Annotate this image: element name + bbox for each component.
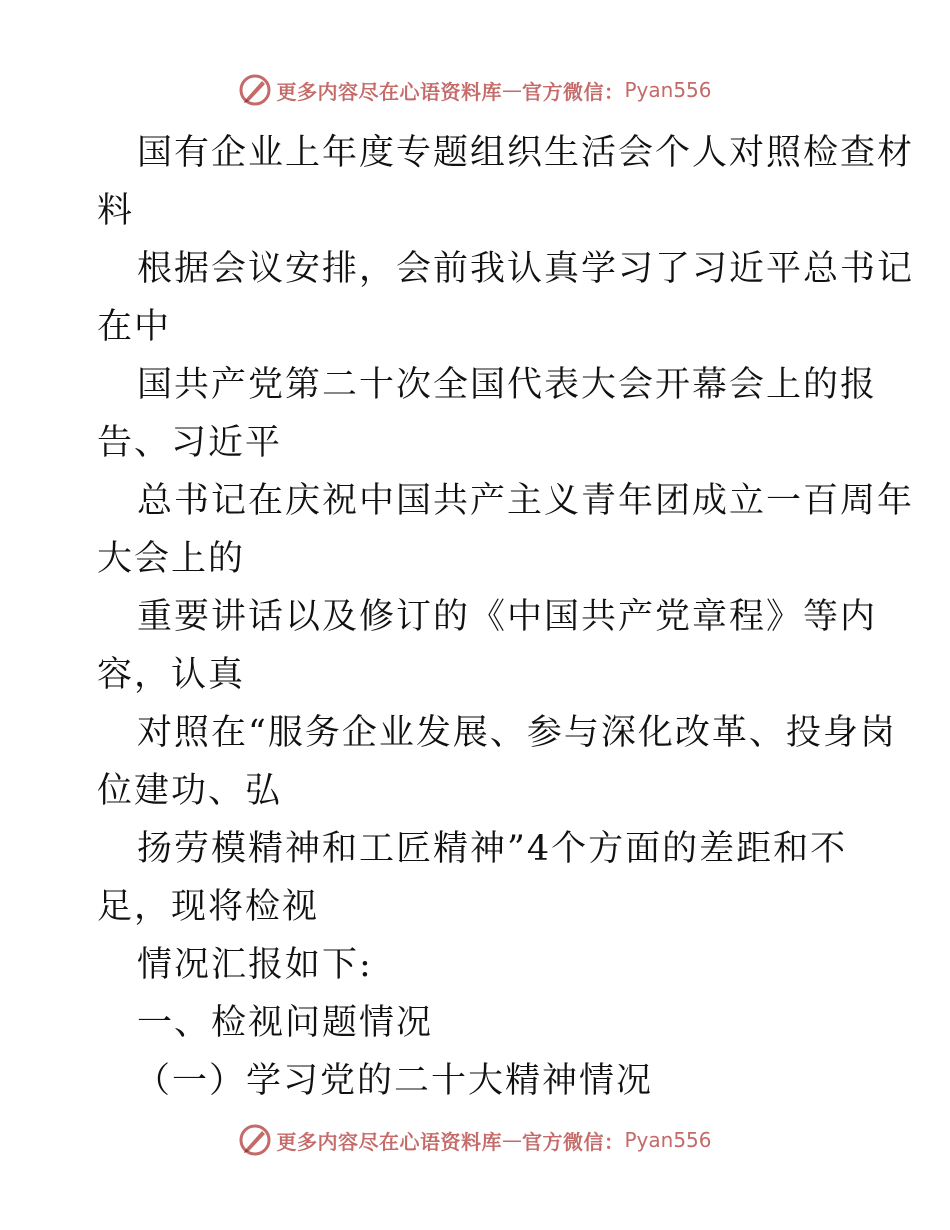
watermark-brand: 更多内容尽在心语资料库 [276,1129,502,1154]
watermark-wechat-label: 官方微信： [521,1129,625,1154]
watermark-wechat-id: Pyan556 [624,1128,712,1152]
doc-title-line-1: 国有企业上年度专题组织生活会个人对照检查材 [137,133,915,173]
paragraph-line: 在中 [97,307,172,347]
document-body [97,124,915,1110]
watermark-brand: 更多内容尽在心语资料库 [276,79,502,104]
header-watermark [0,70,950,110]
watermark-separator: — [501,1128,522,1152]
paragraph-line: 大会上的 [97,539,246,579]
paragraph-line: 告、习近平 [97,423,283,463]
paragraph-line: 对照在“服务企业发展、参与深化改革、投身岗 [137,713,897,753]
paragraph-line: 根据会议安排，会前我认真学习了习近平总书记 [137,249,915,289]
section-heading: 一、检视问题情况 [137,1003,434,1043]
watermark-wechat-label: 官方微信： [521,79,625,104]
pen-circle-logo-icon [238,1123,272,1157]
paragraph-line: 扬劳模精神和工匠精神”4个方面的差距和不 [137,829,848,869]
watermark-separator: — [501,78,522,102]
footer-watermark [0,1120,950,1160]
pen-circle-logo-icon [238,73,272,107]
paragraph-line: 国共产党第二十次全国代表大会开幕会上的报 [137,365,878,405]
paragraph-line: 重要讲话以及修订的《中国共产党章程》等内 [137,597,878,637]
paragraph-line: 总书记在庆祝中国共产主义青年团成立一百周年 [137,481,915,521]
watermark-wechat-id: Pyan556 [624,78,712,102]
subsection-heading: （一）学习党的二十大精神情况 [135,1061,654,1101]
paragraph-line: 容，认真 [97,655,246,695]
paragraph-line: 情况汇报如下: [137,945,373,985]
paragraph-line: 足，现将检视 [97,887,320,927]
paragraph-line: 位建功、弘 [97,771,283,811]
doc-title-line-2: 料 [97,191,135,231]
